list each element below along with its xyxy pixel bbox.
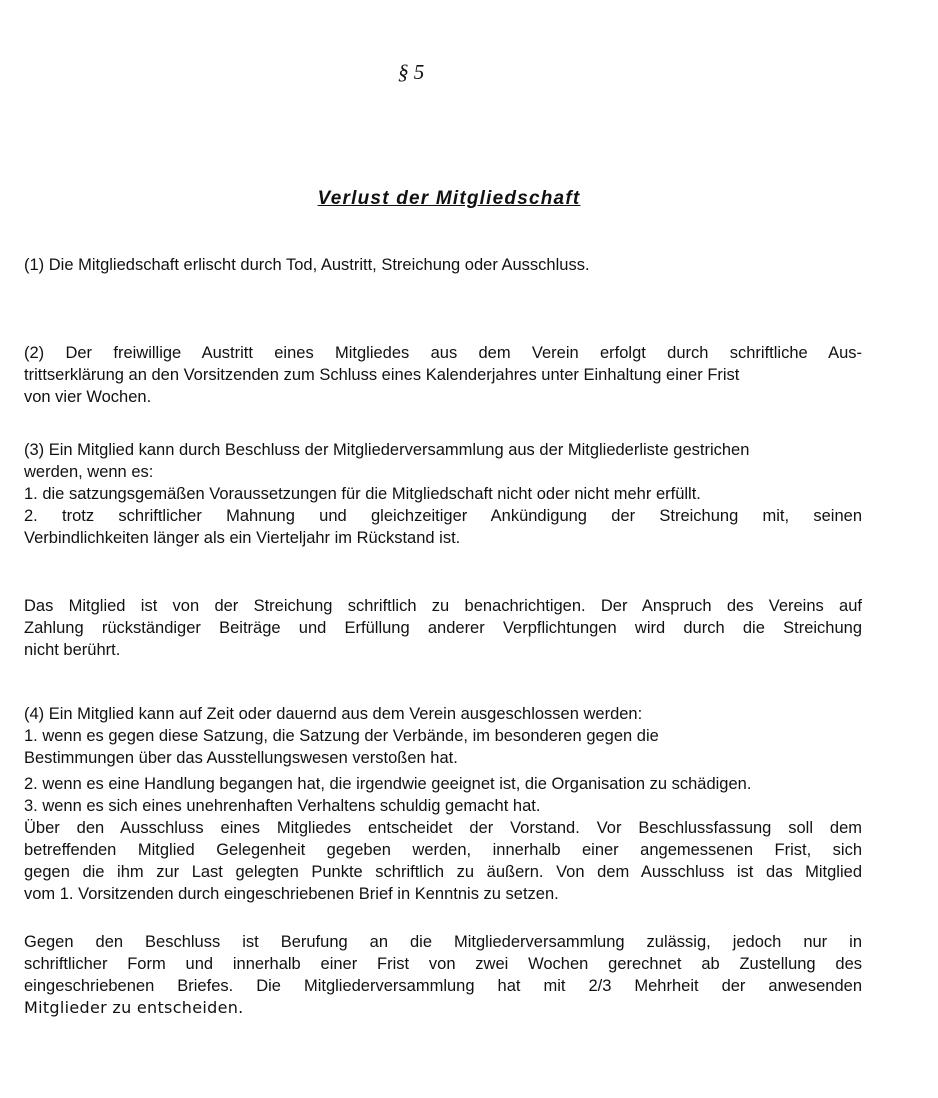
paragraph-2-line: trittserklärung an den Vorsitzenden zum Schluss eines Kalenderjahres unter Einhaltung einer Frist (24, 366, 740, 384)
paragraph-2-line: (2) Der freiwillige Austritt eines Mitgliedes aus dem Verein erfolgt durch schriftliche Aus- (24, 344, 862, 362)
paragraph-3 (24, 439, 862, 549)
paragraph-5 (24, 931, 862, 1019)
paragraph-4-line: (4) Ein Mitglied kann auf Zeit oder dauernd aus dem Verein ausgeschlossen werden: (24, 705, 643, 723)
paragraph-2-line: von vier Wochen. (24, 388, 152, 406)
paragraph-5-line: schriftlicher Form und innerhalb einer Frist von zwei Wochen gerechnet ab Zustellung des (24, 955, 862, 973)
paragraph-3-line: Verbindlichkeiten länger als ein Vierteljahr im Rückstand ist. (24, 529, 461, 547)
paragraph-3-item: 2. trotz schriftlicher Mahnung und gleichzeitiger Ankündigung der Streichung mit, seinen (24, 507, 862, 525)
paragraph-4-item: 2. wenn es eine Handlung begangen hat, die irgendwie geeignet ist, die Organisation zu schädigen. (24, 775, 752, 793)
paragraph-4-item: 3. wenn es sich eines unehrenhaften Verhaltens schuldig gemacht hat. (24, 797, 541, 815)
paragraph-4-line: Bestimmungen über das Ausstellungswesen verstoßen hat. (24, 749, 458, 767)
paragraph-5-line: Gegen den Beschluss ist Berufung an die Mitgliederversammlung zulässig, jedoch nur in (24, 933, 862, 951)
paragraph-4-line: Über den Ausschluss eines Mitgliedes entscheidet der Vorstand. Vor Beschlussfassung soll dem (24, 819, 862, 837)
section-number: § 5 (398, 60, 425, 84)
paragraph-3b-line: nicht berührt. (24, 641, 121, 659)
paragraph-3-line: (3) Ein Mitglied kann durch Beschluss der Mitgliederversammlung aus der Mitgliederliste gestrichen (24, 441, 750, 459)
paragraph-3b (24, 595, 862, 661)
paragraph-5-line: eingeschriebenen Briefes. Die Mitgliederversammlung hat mit 2/3 Mehrheit der anwesenden (24, 977, 862, 995)
paragraph-4-item: 1. wenn es gegen diese Satzung, die Satzung der Verbände, im besonderen gegen die (24, 727, 659, 745)
paragraph-4-line: vom 1. Vorsitzenden durch eingeschriebenen Brief in Kenntnis zu setzen. (24, 885, 559, 903)
paragraph-4-line: gegen die ihm zur Last gelegten Punkte schriftlich zu äußern. Von dem Ausschluss ist das Mitglied (24, 863, 862, 881)
paragraph-3-line: werden, wenn es: (24, 463, 154, 481)
paragraph-4 (24, 703, 862, 905)
paragraph-1 (24, 254, 862, 276)
paragraph-4-line: betreffenden Mitglied Gelegenheit gegeben werden, innerhalb einer angemessenen Frist, sich (24, 841, 862, 859)
paragraph-3b-line: Das Mitglied ist von der Streichung schriftlich zu benachrichtigen. Der Anspruch des Vereins auf (24, 597, 862, 615)
paragraph-2 (24, 342, 862, 408)
paragraph-1-line: (1) Die Mitgliedschaft erlischt durch Tod, Austritt, Streichung oder Ausschluss. (24, 256, 590, 274)
paragraph-3-item: 1. die satzungsgemäßen Voraussetzungen für die Mitgliedschaft nicht oder nicht mehr erfüllt. (24, 485, 701, 503)
paragraph-3b-line: Zahlung rückständiger Beiträge und Erfüllung anderer Verpflichtungen wird durch die Streichung (24, 619, 862, 637)
section-title: Verlust der Mitgliedschaft (317, 188, 581, 209)
paragraph-5-line: Mitglieder zu entscheiden. (24, 998, 244, 1017)
